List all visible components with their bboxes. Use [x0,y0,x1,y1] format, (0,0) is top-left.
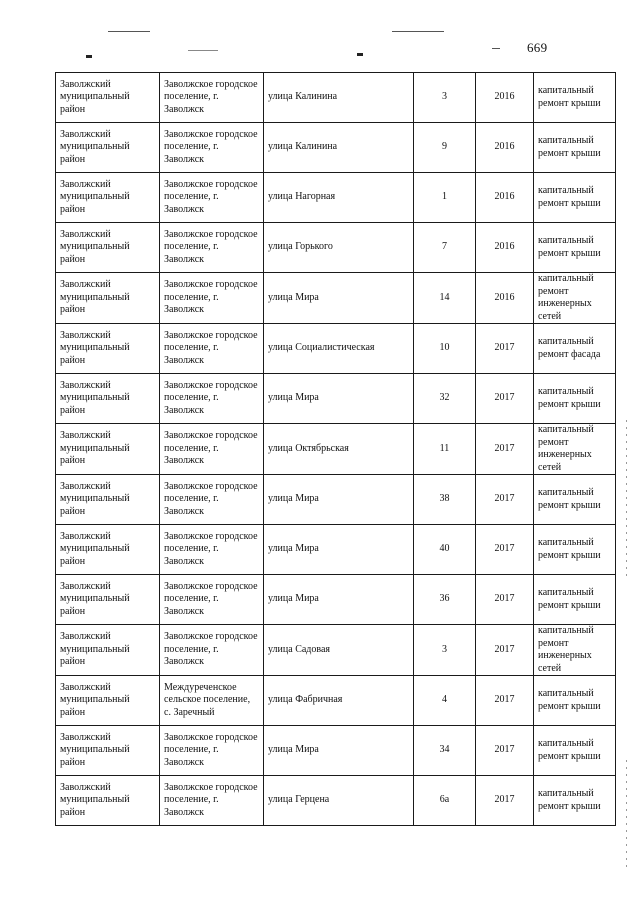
cell-district: Заволжский муниципальный район [56,324,160,374]
scan-artifact-top-4 [492,48,500,49]
scan-artifact-dot-2 [357,53,363,56]
cell-street: улица Фабричная [264,676,414,726]
cell-house: 9 [414,123,476,173]
cell-work: капитальный ремонт крыши [534,475,616,525]
cell-settlement: Заволжское городское поселение, г. Заволжск [160,575,264,625]
cell-settlement: Заволжское городское поселение, г. Заволжск [160,726,264,776]
cell-street: улица Октябрьская [264,424,414,475]
cell-settlement: Заволжское городское поселение, г. Заволжск [160,776,264,826]
cell-district: Заволжский муниципальный район [56,726,160,776]
cell-year: 2017 [476,475,534,525]
cell-house: 1 [414,173,476,223]
cell-work: капитальный ремонт крыши [534,575,616,625]
cell-street: улица Садовая [264,625,414,676]
cell-settlement: Заволжское городское поселение, г. Заволжск [160,273,264,324]
scan-artifact-right-edge [626,420,627,580]
cell-work: капитальный ремонт инженерных сетей [534,424,616,475]
cell-house: 3 [414,73,476,123]
cell-year: 2017 [476,726,534,776]
table-row [56,475,616,525]
cell-work: капитальный ремонт крыши [534,676,616,726]
cell-house: 34 [414,726,476,776]
table-row [56,726,616,776]
cell-street: улица Калинина [264,73,414,123]
cell-settlement: Заволжское городское поселение, г. Заволжск [160,73,264,123]
cell-street: улица Мира [264,374,414,424]
table-row [56,676,616,726]
cell-district: Заволжский муниципальный район [56,223,160,273]
cell-settlement: Заволжское городское поселение, г. Заволжск [160,424,264,475]
cell-street: улица Горького [264,223,414,273]
page-number: 669 [527,40,548,55]
scan-artifact-top-1 [108,31,150,32]
cell-year: 2017 [476,625,534,676]
cell-street: улица Мира [264,525,414,575]
cell-settlement: Междуреченское сельское поселение, с. Заречный [160,676,264,726]
cell-work: капитальный ремонт крыши [534,726,616,776]
table-row [56,173,616,223]
cell-street: улица Калинина [264,123,414,173]
cell-district: Заволжский муниципальный район [56,676,160,726]
cell-settlement: Заволжское городское поселение, г. Заволжск [160,223,264,273]
cell-street: улица Мира [264,273,414,324]
table-body [56,73,616,826]
cell-district: Заволжский муниципальный район [56,776,160,826]
cell-year: 2016 [476,73,534,123]
cell-district: Заволжский муниципальный район [56,173,160,223]
cell-house: 7 [414,223,476,273]
table-row [56,625,616,676]
cell-district: Заволжский муниципальный район [56,525,160,575]
table-row [56,123,616,173]
cell-house: 38 [414,475,476,525]
cell-work: капитальный ремонт крыши [534,73,616,123]
cell-street: улица Герцена [264,776,414,826]
cell-settlement: Заволжское городское поселение, г. Заволжск [160,324,264,374]
scan-artifact-right-edge-2 [626,760,627,870]
cell-street: улица Мира [264,575,414,625]
cell-work: капитальный ремонт инженерных сетей [534,625,616,676]
cell-work: капитальный ремонт крыши [534,776,616,826]
cell-year: 2016 [476,223,534,273]
table-row [56,776,616,826]
cell-district: Заволжский муниципальный район [56,625,160,676]
cell-work: капитальный ремонт крыши [534,223,616,273]
cell-year: 2017 [476,374,534,424]
cell-year: 2017 [476,525,534,575]
table-row [56,525,616,575]
cell-settlement: Заволжское городское поселение, г. Заволжск [160,525,264,575]
cell-work: капитальный ремонт инженерных сетей [534,273,616,324]
cell-house: 14 [414,273,476,324]
cell-year: 2016 [476,123,534,173]
cell-work: капитальный ремонт крыши [534,173,616,223]
cell-work: капитальный ремонт фасада [534,324,616,374]
cell-house: 40 [414,525,476,575]
cell-street: улица Мира [264,475,414,525]
table-row [56,223,616,273]
cell-street: улица Мира [264,726,414,776]
cell-work: капитальный ремонт крыши [534,123,616,173]
cell-year: 2017 [476,776,534,826]
cell-district: Заволжский муниципальный район [56,475,160,525]
cell-house: 4 [414,676,476,726]
housing-repair-table [55,72,616,826]
cell-district: Заволжский муниципальный район [56,374,160,424]
cell-year: 2017 [476,575,534,625]
cell-district: Заволжский муниципальный район [56,575,160,625]
table-row [56,374,616,424]
table-row [56,575,616,625]
cell-house: 11 [414,424,476,475]
scan-artifact-top-2 [392,31,444,32]
cell-street: улица Социалистическая [264,324,414,374]
cell-house: 10 [414,324,476,374]
cell-settlement: Заволжское городское поселение, г. Заволжск [160,475,264,525]
cell-year: 2017 [476,324,534,374]
cell-district: Заволжский муниципальный район [56,273,160,324]
cell-district: Заволжский муниципальный район [56,424,160,475]
scan-artifact-dot-1 [86,55,92,58]
table-row [56,273,616,324]
cell-year: 2017 [476,676,534,726]
cell-year: 2016 [476,273,534,324]
cell-year: 2016 [476,173,534,223]
cell-house: 32 [414,374,476,424]
cell-district: Заволжский муниципальный район [56,123,160,173]
cell-house: 6а [414,776,476,826]
table-row [56,424,616,475]
cell-settlement: Заволжское городское поселение, г. Заволжск [160,374,264,424]
scan-artifact-top-3 [188,50,218,51]
table-row [56,324,616,374]
cell-work: капитальный ремонт крыши [534,525,616,575]
cell-work: капитальный ремонт крыши [534,374,616,424]
table-row [56,73,616,123]
cell-district: Заволжский муниципальный район [56,73,160,123]
cell-house: 36 [414,575,476,625]
cell-street: улица Нагорная [264,173,414,223]
cell-house: 3 [414,625,476,676]
cell-settlement: Заволжское городское поселение, г. Заволжск [160,173,264,223]
cell-settlement: Заволжское городское поселение, г. Заволжск [160,123,264,173]
cell-settlement: Заволжское городское поселение, г. Заволжск [160,625,264,676]
cell-year: 2017 [476,424,534,475]
